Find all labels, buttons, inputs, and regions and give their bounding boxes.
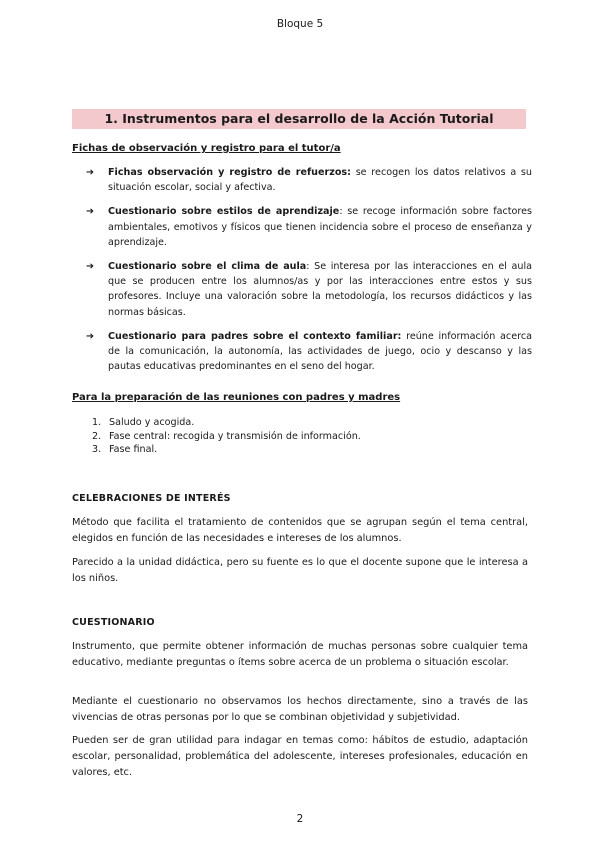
bullet-term: Fichas observación y registro de refuerzos: [108, 167, 351, 178]
fichas-bullet-list [86, 165, 532, 383]
list-number: 3. [92, 444, 102, 456]
bullet-text: : Se interesa por las interacciones en el aula que se producen entre los alumnos/as y por las interacciones entre estos y sus profesores. Incluye una valoración sobre la metodología, los recursos didácticos y las normas básicas. [108, 261, 532, 318]
bullet-item [86, 165, 532, 195]
list-text: Saludo y acogida. [109, 417, 195, 428]
reuniones-list [92, 416, 361, 457]
bullet-text: se recogen los datos relativos a su situación escolar, social y afectiva. [108, 167, 532, 194]
arrow-right-icon: ➔ [86, 206, 95, 218]
arrow-right-icon: ➔ [86, 261, 95, 273]
bullet-term: Cuestionario sobre estilos de aprendizaje [108, 206, 340, 218]
celebraciones-paragraph-2: Parecido a la unidad didáctica, pero su fuente es lo que el docente supone que le interesa a los niños. [72, 557, 528, 584]
arrow-right-icon: ➔ [86, 167, 95, 178]
list-item [92, 443, 361, 457]
bullet-item [86, 259, 532, 320]
list-number: 2. [92, 430, 102, 442]
page-number: 2 [296, 813, 304, 825]
bullet-text: : se recoge información sobre factores ambientales, emotivos y físicos que tienen incidencia sobre el proceso de enseñanza y aprendizaje. [108, 206, 532, 248]
reuniones-heading: Para la preparación de las reuniones con padres y madres [72, 392, 401, 403]
bullet-item [86, 204, 532, 250]
celebraciones-heading: CELEBRACIONES DE INTERÉS [72, 493, 231, 504]
cuestionario-paragraph-1: Instrumento, que permite obtener información de muchas personas sobre cualquier tema educativo, mediante preguntas o ítems sobre acerca de un problema o situación escolar. [72, 641, 528, 668]
arrow-right-icon: ➔ [86, 330, 95, 342]
bullet-text: reúne información acerca de la comunicación, la autonomía, las actividades de juego, ocio y descanso y las pautas educativas predominantes en el seno del hogar. [108, 330, 532, 373]
list-text: Fase final. [109, 444, 158, 456]
list-number: 1. [92, 417, 102, 428]
list-item [92, 416, 361, 430]
celebraciones-paragraph-1: Método que facilita el tratamiento de contenidos que se agrupan según el tema central, elegidos en función de las necesidades e intereses de los alumnos. [72, 517, 528, 544]
fichas-heading: Fichas de observación y registro para el tutor/a [72, 143, 341, 154]
cuestionario-heading: CUESTIONARIO [72, 617, 155, 628]
list-text: Fase central: recogida y transmisión de información. [109, 430, 361, 442]
list-item [92, 430, 361, 444]
bullet-term: Cuestionario para padres sobre el contexto familiar: [108, 330, 402, 342]
cuestionario-paragraph-2: Mediante el cuestionario no observamos los hechos directamente, sino a través de las vivencias de otras personas por lo que se combinan objetividad y subjetividad. [72, 696, 528, 723]
section-title: 1. Instrumentos para el desarrollo de la Acción Tutorial [72, 109, 526, 129]
bullet-term: Cuestionario sobre el clima de aula [108, 261, 307, 273]
bullet-item [86, 329, 532, 375]
cuestionario-paragraph-3: Pueden ser de gran utilidad para indagar en temas como: hábitos de estudio, adaptación escolar, personalidad, problemática del adolescente, intereses profesionales, educación en valores, etc. [72, 735, 528, 778]
page-header: Bloque 5 [276, 18, 324, 30]
